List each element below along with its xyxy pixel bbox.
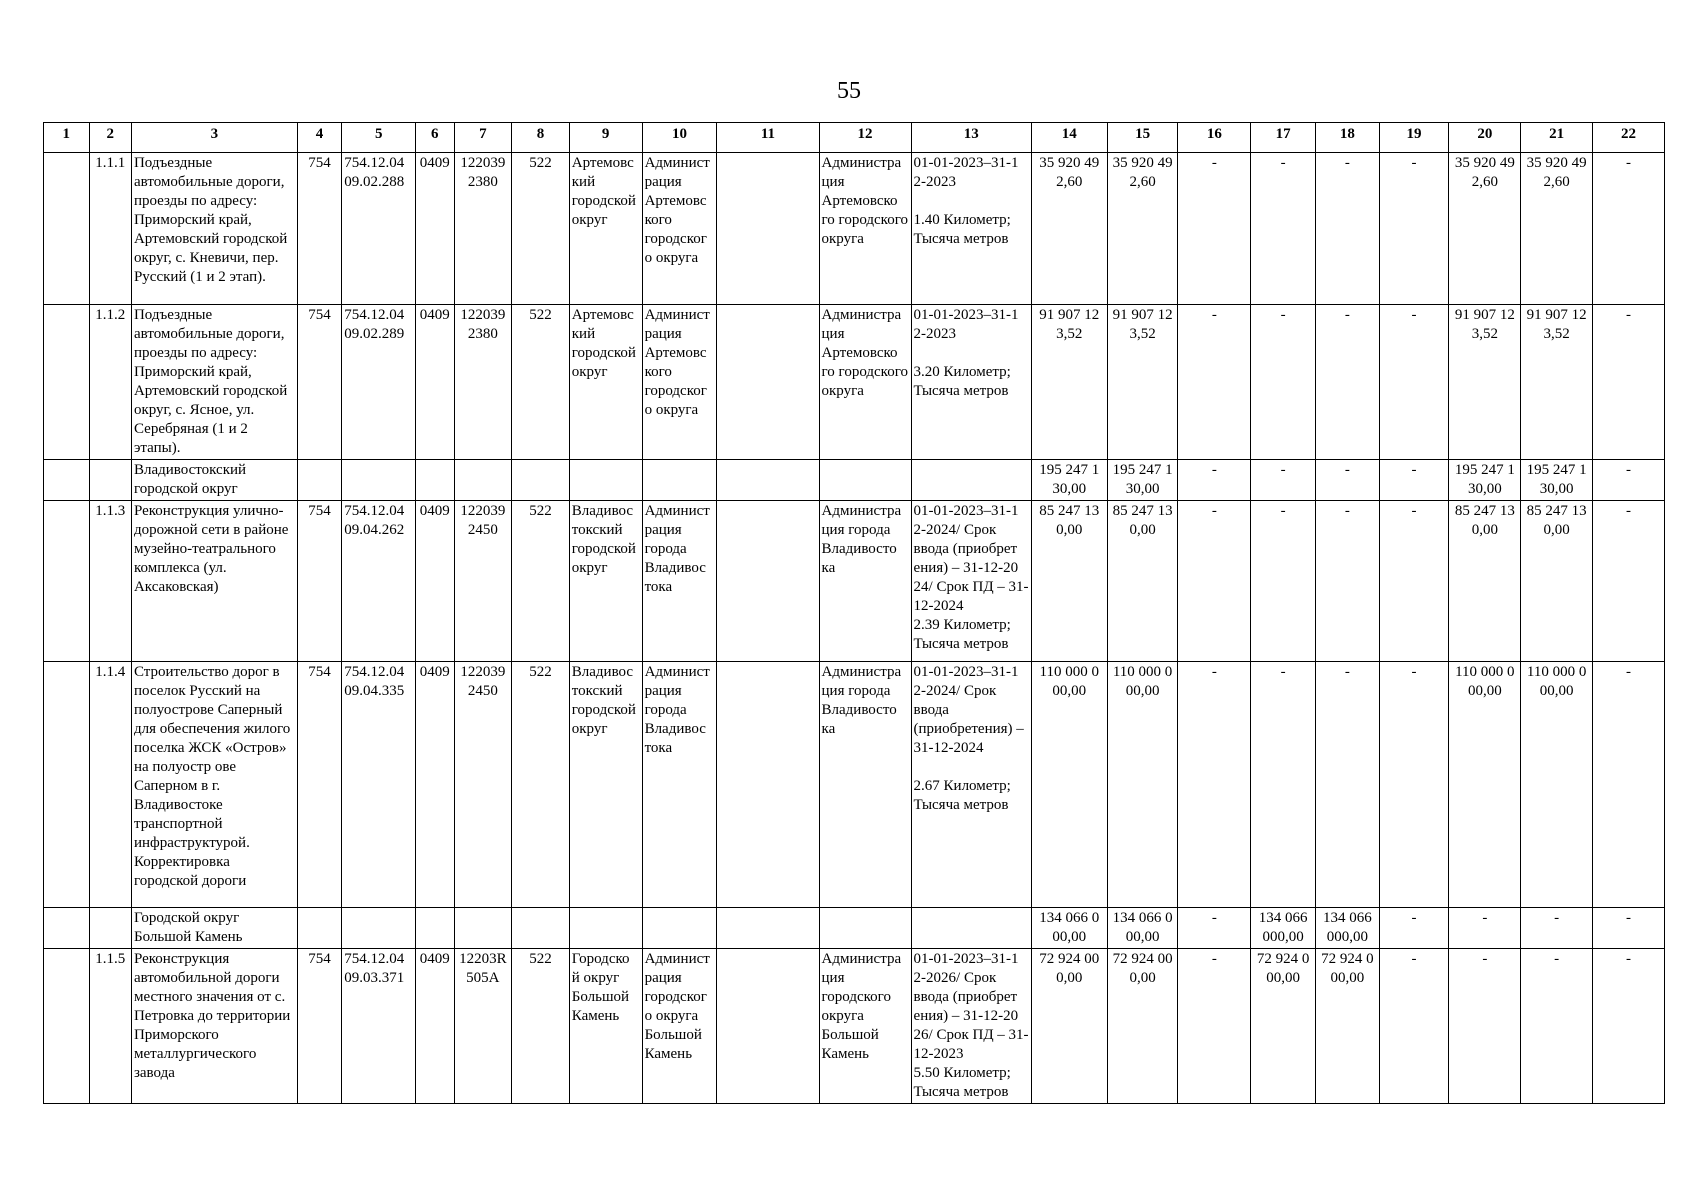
cell-c20: 35 920 49 2,60 [1449, 153, 1521, 305]
cell-empty [44, 460, 90, 501]
header-cell: 2 [89, 123, 131, 153]
cell-c4: 754 [297, 662, 341, 908]
cell-c8: 522 [512, 305, 570, 460]
cell-c17: 134 066 000,00 [1251, 908, 1316, 949]
cell-c7: 122039 2450 [454, 501, 512, 662]
header-cell: 4 [297, 123, 341, 153]
cell-c19: - [1379, 908, 1449, 949]
cell-c5: 754.12.04 09.04.262 [342, 501, 416, 662]
cell-c21: 195 247 1 30,00 [1521, 460, 1593, 501]
cell-c14: 134 066 0 00,00 [1031, 908, 1107, 949]
cell-c8: 522 [512, 662, 570, 908]
cell-empty [642, 460, 717, 501]
cell-c22: - [1593, 662, 1665, 908]
cell-empty [512, 460, 570, 501]
cell-c13: 01-01-2023–31-1 2-2026/ Срок ввода (приобрет ения) – 31-12-20 26/ Срок ПД – 31-12-2023 5.50 Километр; Тысяча метров [911, 949, 1031, 1104]
cell-c14: 110 000 0 00,00 [1031, 662, 1107, 908]
cell-c4: 754 [297, 949, 341, 1104]
budget-table [43, 122, 1665, 1104]
cell-c15: 72 924 00 0,00 [1107, 949, 1178, 1104]
cell-c10: Админист рация города Владивос тока [642, 501, 717, 662]
cell-c11 [717, 153, 819, 305]
header-cell: 9 [569, 123, 642, 153]
cell-name: Реконструкция улично-дорожной сети в районе музейно-театрального комплекса (ул. Аксаковская) [131, 501, 297, 662]
header-cell: 13 [911, 123, 1031, 153]
cell-empty [342, 460, 416, 501]
cell-c12: Администра ция Артемовско го городского округа [819, 305, 911, 460]
cell-c20: 91 907 12 3,52 [1449, 305, 1521, 460]
cell-c18: - [1315, 662, 1379, 908]
cell-number: 1.1.2 [89, 305, 131, 460]
cell-c15: 110 000 0 00,00 [1107, 662, 1178, 908]
cell-c15: 134 066 0 00,00 [1107, 908, 1178, 949]
cell-c13: 01-01-2023–31-1 2-2023 3.20 Километр; Тысяча метров [911, 305, 1031, 460]
cell-c10: Админист рация города Владивос тока [642, 662, 717, 908]
cell-group-name: Владивостокский городской округ [131, 460, 297, 501]
cell-group-name: Городской округ Большой Камень [131, 908, 297, 949]
cell-number: 1.1.3 [89, 501, 131, 662]
cell-c17: - [1251, 305, 1316, 460]
header-cell: 5 [342, 123, 416, 153]
cell-c10: Админист рация городског о округа Большой Камень [642, 949, 717, 1104]
cell-c22: - [1593, 153, 1665, 305]
page-number: 55 [837, 78, 861, 104]
cell-c22: - [1593, 460, 1665, 501]
cell-c8: 522 [512, 501, 570, 662]
cell-c6: 0409 [416, 501, 454, 662]
table-group-row [44, 908, 1665, 949]
cell-empty [642, 908, 717, 949]
cell-empty [89, 460, 131, 501]
cell-c6: 0409 [416, 949, 454, 1104]
cell-c9: Владивос токский городской округ [569, 501, 642, 662]
cell-c21: - [1521, 949, 1593, 1104]
header-cell: 11 [717, 123, 819, 153]
cell-empty [911, 908, 1031, 949]
cell-c15: 195 247 1 30,00 [1107, 460, 1178, 501]
cell-c14: 195 247 1 30,00 [1031, 460, 1107, 501]
cell-empty [569, 908, 642, 949]
cell-c9: Артемовс кий городской округ [569, 153, 642, 305]
cell-empty [44, 949, 90, 1104]
cell-c16: - [1178, 501, 1251, 662]
cell-c20: 85 247 13 0,00 [1449, 501, 1521, 662]
cell-c17: - [1251, 662, 1316, 908]
table-row [44, 949, 1665, 1104]
cell-c19: - [1379, 501, 1449, 662]
cell-c12: Администра ция города Владивосто ка [819, 662, 911, 908]
cell-c12: Администра ция города Владивосто ка [819, 501, 911, 662]
header-cell: 15 [1107, 123, 1178, 153]
cell-empty [44, 662, 90, 908]
cell-empty [819, 460, 911, 501]
cell-c20: 110 000 0 00,00 [1449, 662, 1521, 908]
table-row [44, 501, 1665, 662]
cell-c22: - [1593, 501, 1665, 662]
cell-c4: 754 [297, 153, 341, 305]
cell-c11 [717, 949, 819, 1104]
cell-c17: 72 924 0 00,00 [1251, 949, 1316, 1104]
header-cell: 22 [1593, 123, 1665, 153]
cell-c14: 72 924 00 0,00 [1031, 949, 1107, 1104]
cell-c8: 522 [512, 949, 570, 1104]
cell-name: Строительство дорог в поселок Русский на полуострове Саперный для обеспечения жилого поселка ЖСК «Остров» на полуостр ове Саперном в г. Владивостоке транспортной инфраструктурой. Корректировка городской дороги [131, 662, 297, 908]
table-row [44, 153, 1665, 305]
header-cell: 21 [1521, 123, 1593, 153]
cell-c6: 0409 [416, 662, 454, 908]
cell-c22: - [1593, 949, 1665, 1104]
cell-c13: 01-01-2023–31-1 2-2023 1.40 Километр; Тысяча метров [911, 153, 1031, 305]
cell-empty [717, 908, 819, 949]
cell-c9: Владивос токский городской округ [569, 662, 642, 908]
cell-c16: - [1178, 305, 1251, 460]
cell-c16: - [1178, 908, 1251, 949]
cell-empty [44, 501, 90, 662]
header-cell: 16 [1178, 123, 1251, 153]
cell-c21: 91 907 12 3,52 [1521, 305, 1593, 460]
cell-empty [717, 460, 819, 501]
cell-empty [911, 460, 1031, 501]
cell-c6: 0409 [416, 305, 454, 460]
cell-c7: 122039 2450 [454, 662, 512, 908]
cell-c20: - [1449, 949, 1521, 1104]
cell-c21: 35 920 49 2,60 [1521, 153, 1593, 305]
header-cell: 10 [642, 123, 717, 153]
cell-empty [416, 460, 454, 501]
header-cell: 14 [1031, 123, 1107, 153]
table-row [44, 305, 1665, 460]
cell-c17: - [1251, 153, 1316, 305]
cell-empty [297, 908, 341, 949]
cell-empty [454, 908, 512, 949]
cell-c13: 01-01-2023–31-1 2-2024/ Срок ввода (приобрет ения) – 31-12-20 24/ Срок ПД – 31-12-2024 2.39 Километр; Тысяча метров [911, 501, 1031, 662]
cell-c14: 91 907 12 3,52 [1031, 305, 1107, 460]
cell-number: 1.1.1 [89, 153, 131, 305]
cell-empty [44, 908, 90, 949]
header-cell: 6 [416, 123, 454, 153]
cell-c19: - [1379, 949, 1449, 1104]
cell-empty [297, 460, 341, 501]
cell-empty [819, 908, 911, 949]
cell-c5: 754.12.04 09.02.288 [342, 153, 416, 305]
cell-number: 1.1.4 [89, 662, 131, 908]
cell-c7: 122039 2380 [454, 153, 512, 305]
cell-c15: 85 247 13 0,00 [1107, 501, 1178, 662]
header-cell: 12 [819, 123, 911, 153]
cell-c13: 01-01-2023–31-1 2-2024/ Срок ввода (приобретения) – 31-12-2024 2.67 Километр; Тысяча метров [911, 662, 1031, 908]
cell-empty [569, 460, 642, 501]
cell-c20: - [1449, 908, 1521, 949]
cell-c21: - [1521, 908, 1593, 949]
header-cell: 17 [1251, 123, 1316, 153]
cell-name: Подъездные автомобильные дороги, проезды по адресу: Приморский край, Артемовский городской округ, с. Ясное, ул. Серебряная (1 и 2 этапы). [131, 305, 297, 460]
cell-c7: 122039 2380 [454, 305, 512, 460]
cell-c16: - [1178, 662, 1251, 908]
cell-c9: Артемовс кий городской округ [569, 305, 642, 460]
cell-number: 1.1.5 [89, 949, 131, 1104]
cell-c18: - [1315, 153, 1379, 305]
cell-c16: - [1178, 460, 1251, 501]
cell-c18: - [1315, 460, 1379, 501]
cell-empty [44, 305, 90, 460]
cell-name: Подъездные автомобильные дороги, проезды по адресу: Приморский край, Артемовский городской округ, с. Кневичи, пер. Русский (1 и 2 этап). [131, 153, 297, 305]
cell-c6: 0409 [416, 153, 454, 305]
cell-c4: 754 [297, 501, 341, 662]
cell-c17: - [1251, 501, 1316, 662]
cell-c8: 522 [512, 153, 570, 305]
cell-empty [454, 460, 512, 501]
cell-c19: - [1379, 305, 1449, 460]
cell-name: Реконструкция автомобильной дороги местного значения от с. Петровка до территории Приморского металлургического завода [131, 949, 297, 1104]
cell-empty [89, 908, 131, 949]
cell-c10: Админист рация Артемовс кого городског о округа [642, 153, 717, 305]
cell-c5: 754.12.04 09.04.335 [342, 662, 416, 908]
cell-empty [416, 908, 454, 949]
cell-c17: - [1251, 460, 1316, 501]
cell-c12: Администра ция Артемовско го городского округа [819, 153, 911, 305]
cell-c10: Админист рация Артемовс кого городског о округа [642, 305, 717, 460]
header-row [44, 123, 1665, 153]
cell-c16: - [1178, 949, 1251, 1104]
cell-c19: - [1379, 460, 1449, 501]
cell-c19: - [1379, 662, 1449, 908]
cell-c18: - [1315, 501, 1379, 662]
table-row [44, 662, 1665, 908]
cell-c22: - [1593, 908, 1665, 949]
cell-c12: Администра ция городского округа Большой Камень [819, 949, 911, 1104]
cell-c19: - [1379, 153, 1449, 305]
cell-c14: 35 920 49 2,60 [1031, 153, 1107, 305]
header-cell: 3 [131, 123, 297, 153]
header-cell: 7 [454, 123, 512, 153]
cell-c21: 85 247 13 0,00 [1521, 501, 1593, 662]
cell-c18: 134 066 000,00 [1315, 908, 1379, 949]
cell-c22: - [1593, 305, 1665, 460]
cell-c5: 754.12.04 09.02.289 [342, 305, 416, 460]
cell-c18: - [1315, 305, 1379, 460]
cell-empty [44, 153, 90, 305]
header-cell: 8 [512, 123, 570, 153]
header-cell: 18 [1315, 123, 1379, 153]
cell-c4: 754 [297, 305, 341, 460]
cell-c15: 91 907 12 3,52 [1107, 305, 1178, 460]
cell-c7: 12203R 505A [454, 949, 512, 1104]
cell-c11 [717, 662, 819, 908]
header-cell: 19 [1379, 123, 1449, 153]
cell-empty [512, 908, 570, 949]
cell-c9: Городско й округ Большой Камень [569, 949, 642, 1104]
header-cell: 20 [1449, 123, 1521, 153]
cell-c16: - [1178, 153, 1251, 305]
cell-empty [342, 908, 416, 949]
cell-c11 [717, 501, 819, 662]
cell-c5: 754.12.04 09.03.371 [342, 949, 416, 1104]
cell-c11 [717, 305, 819, 460]
header-cell: 1 [44, 123, 90, 153]
cell-c14: 85 247 13 0,00 [1031, 501, 1107, 662]
cell-c15: 35 920 49 2,60 [1107, 153, 1178, 305]
table-group-row [44, 460, 1665, 501]
cell-c20: 195 247 1 30,00 [1449, 460, 1521, 501]
cell-c21: 110 000 0 00,00 [1521, 662, 1593, 908]
cell-c18: 72 924 0 00,00 [1315, 949, 1379, 1104]
